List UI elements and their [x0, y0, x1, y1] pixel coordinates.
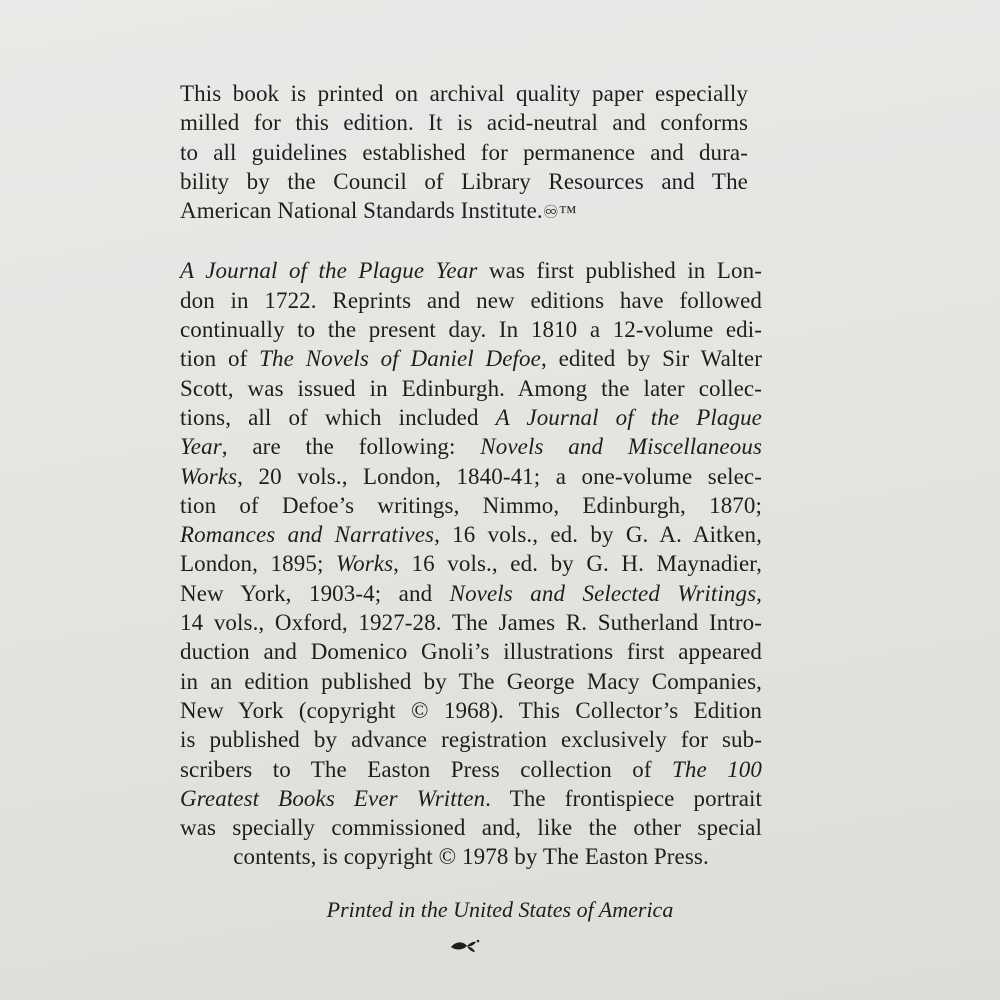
paragraph-2-line: was specially commissioned and, like the other special [180, 815, 762, 841]
permanence-symbol-icon: ♾™ [542, 202, 577, 223]
leaf-fleuron-icon [448, 936, 482, 956]
paper-quality-paragraph [180, 79, 748, 227]
printed-in-imprint: Printed in the United States of America [326, 897, 674, 922]
paragraph-2-line: New York, 1903-4; and Novels and Selected Writings, [180, 580, 762, 606]
paragraph-1-line: milled for this edition. It is acid-neutral and conforms [180, 110, 748, 136]
paragraph-2-line: continually to the present day. In 1810 a 12-volume edi- [180, 317, 762, 343]
paragraph-1-line: This book is printed on archival quality paper especially [180, 81, 748, 106]
paragraph-1-line [180, 196, 748, 227]
book-title: A Journal of the Plague Year [180, 258, 478, 284]
paragraph-2-line: Works, 20 vols., London, 1840-41; a one-volume selec- [180, 463, 762, 489]
paragraph-1-last-text: American National Standards Institute. [180, 198, 543, 224]
paragraph-2-line: contents, is copyright © 1978 by The Easton Press. [233, 844, 709, 870]
paragraph-2-line: 14 vols., Oxford, 1927-28. The James R. Sutherland Intro- [180, 610, 762, 636]
colophon-text [180, 79, 762, 872]
paragraph-2-line: Romances and Narratives, 16 vols., ed. by G. A. Aitken, [180, 522, 763, 548]
paragraph-1-line: bility by the Council of Library Resources and The [180, 168, 748, 194]
paragraph-2-line: Greatest Books Ever Written. The frontispiece portrait [180, 785, 762, 811]
paragraph-1-line: to all guidelines established for permanence and dura- [180, 139, 748, 165]
paragraph-2-line: don in 1722. Reprints and new editions have followed [180, 287, 762, 313]
paragraph-2-line: Scott, was issued in Edinburgh. Among the later collec- [180, 375, 762, 401]
paragraph-2-line: duction and Domenico Gnoli’s illustrations first appeared [180, 639, 762, 665]
paragraph-2-line: London, 1895; Works, 16 vols., ed. by G. H. Maynadier, [180, 551, 762, 577]
paragraph-2-line: scribers to The Easton Press collection of The 100 [180, 756, 762, 782]
paragraph-2-line: tions, all of which included A Journal of the Plague [180, 404, 762, 430]
publication-history-paragraph [180, 256, 762, 871]
paragraph-2-line: A Journal of the Plague Year was first published in Lon- [180, 258, 762, 284]
paragraph-2-line: in an edition published by The George Macy Companies, [180, 668, 762, 694]
paragraph-2-line: is published by advance registration exclusively for sub- [180, 727, 762, 753]
paragraph-2-line: Year, are the following: Novels and Miscellaneous [180, 434, 762, 460]
paragraph-2-line: tion of The Novels of Daniel Defoe, edited by Sir Walter [180, 346, 762, 372]
paragraph-2-line: tion of Defoe’s writings, Nimmo, Edinburgh, 1870; [180, 492, 762, 518]
paragraph-2-line: New York (copyright © 1968). This Collector’s Edition [180, 697, 762, 723]
